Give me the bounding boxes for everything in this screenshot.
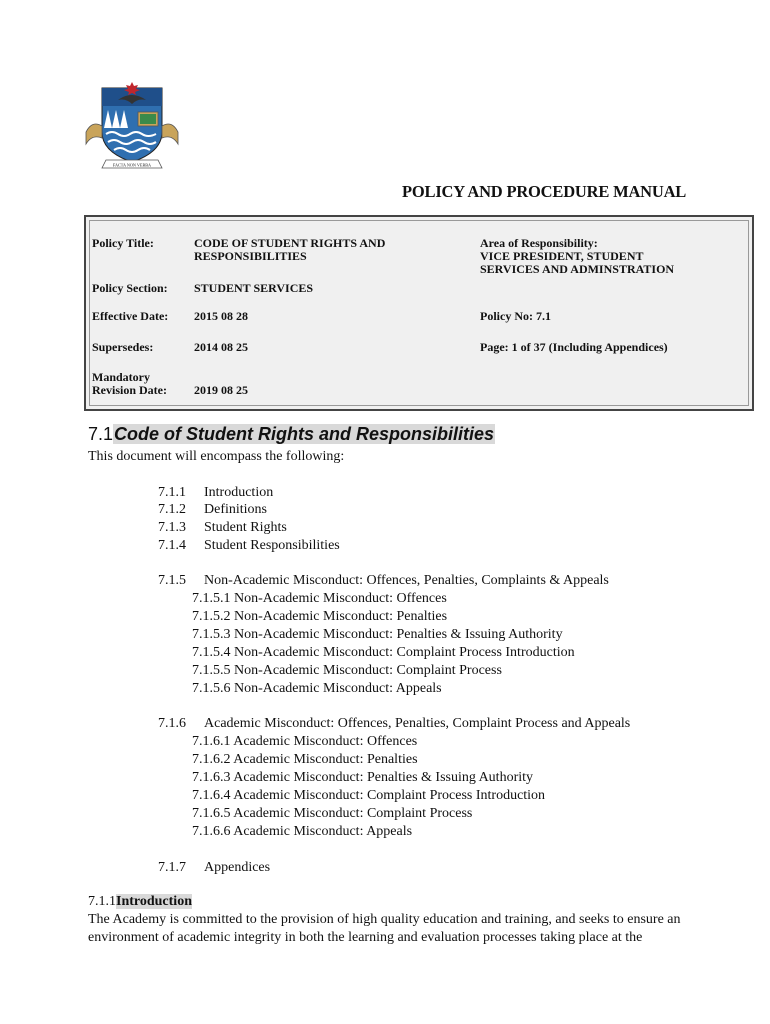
motto-text: FACTA NON VERBA (112, 162, 152, 168)
revision-date-label: Mandatory Revision Date: (92, 370, 167, 397)
toc-subitem: 7.1.6.5 Academic Misconduct: Complaint Process (192, 806, 473, 821)
manual-title: POLICY AND PROCEDURE MANUAL (402, 182, 687, 201)
toc-subitem: 7.1.6.3 Academic Misconduct: Penalties & Issuing Authority (192, 770, 534, 785)
toc-subitem: 7.1.6.2 Academic Misconduct: Penalties (192, 752, 418, 767)
section-number: 7.1 (88, 424, 114, 444)
toc-subitem: 7.1.5.2 Non-Academic Misconduct: Penalties (192, 609, 448, 624)
toc-item: 7.1.5 Non-Academic Misconduct: Offences, Penalties, Complaints & Appeals (158, 573, 609, 588)
area-of-responsibility: Area of Responsibility: VICE PRESIDENT, STUDENT SERVICES AND ADMINSTRATION (480, 236, 675, 276)
toc-subitem: 7.1.5.3 Non-Academic Misconduct: Penalties & Issuing Authority (192, 627, 563, 642)
toc-item: 7.1.6 Academic Misconduct: Offences, Penalties, Complaint Process and Appeals (158, 716, 631, 731)
policy-section-label: Policy Section: (92, 281, 168, 295)
policy-title-label: Policy Title: (92, 236, 154, 250)
supersedes-value: 2014 08 25 (194, 340, 248, 354)
supersedes-label: Supersedes: (92, 340, 154, 354)
effective-date-value: 2015 08 28 (194, 309, 248, 323)
body-paragraph: The Academy is committed to the provision of high quality education and training, and seeks to ensure an environment of academic integrity in both the learning and evaluation processes taking place at the (88, 912, 681, 945)
toc-subitem: 7.1.5.4 Non-Academic Misconduct: Complaint Process Introduction (192, 645, 575, 660)
page-info: Page: 1 of 37 (Including Appendices) (480, 340, 668, 354)
policy-info-table (84, 215, 754, 411)
intro-text: This document will encompass the following: (88, 449, 345, 464)
subsection-heading (88, 894, 192, 910)
toc-item: 7.1.2 Definitions (158, 502, 267, 517)
toc-item: 7.1.7 Appendices (158, 860, 271, 875)
toc-item: 7.1.3 Student Rights (158, 520, 287, 535)
policy-number: Policy No: 7.1 (480, 309, 551, 323)
toc-subitem: 7.1.5.6 Non-Academic Misconduct: Appeals (192, 681, 442, 696)
toc-subitem: 7.1.6.1 Academic Misconduct: Offences (192, 734, 418, 749)
toc-item: 7.1.4 Student Responsibilities (158, 538, 340, 553)
toc-subitem: 7.1.6.4 Academic Misconduct: Complaint Process Introduction (192, 788, 546, 803)
section-heading (88, 424, 495, 445)
revision-date-value: 2019 08 25 (194, 383, 248, 397)
subsection-number: 7.1.1 (88, 894, 116, 909)
toc-subitem: 7.1.6.6 Academic Misconduct: Appeals (192, 824, 413, 839)
policy-section-value: STUDENT SERVICES (194, 281, 314, 295)
toc-subitem: 7.1.5.5 Non-Academic Misconduct: Complaint Process (192, 663, 502, 678)
section-title: Code of Student Rights and Responsibilities (114, 424, 495, 444)
toc-item: 7.1.1 Introduction (158, 485, 274, 500)
toc-subitem: 7.1.5.1 Non-Academic Misconduct: Offences (192, 591, 447, 606)
policy-title-value: CODE OF STUDENT RIGHTS AND RESPONSIBILITIES (194, 236, 386, 263)
effective-date-label: Effective Date: (92, 309, 169, 323)
subsection-title: Introduction (116, 894, 192, 909)
academy-crest-logo (78, 80, 186, 172)
